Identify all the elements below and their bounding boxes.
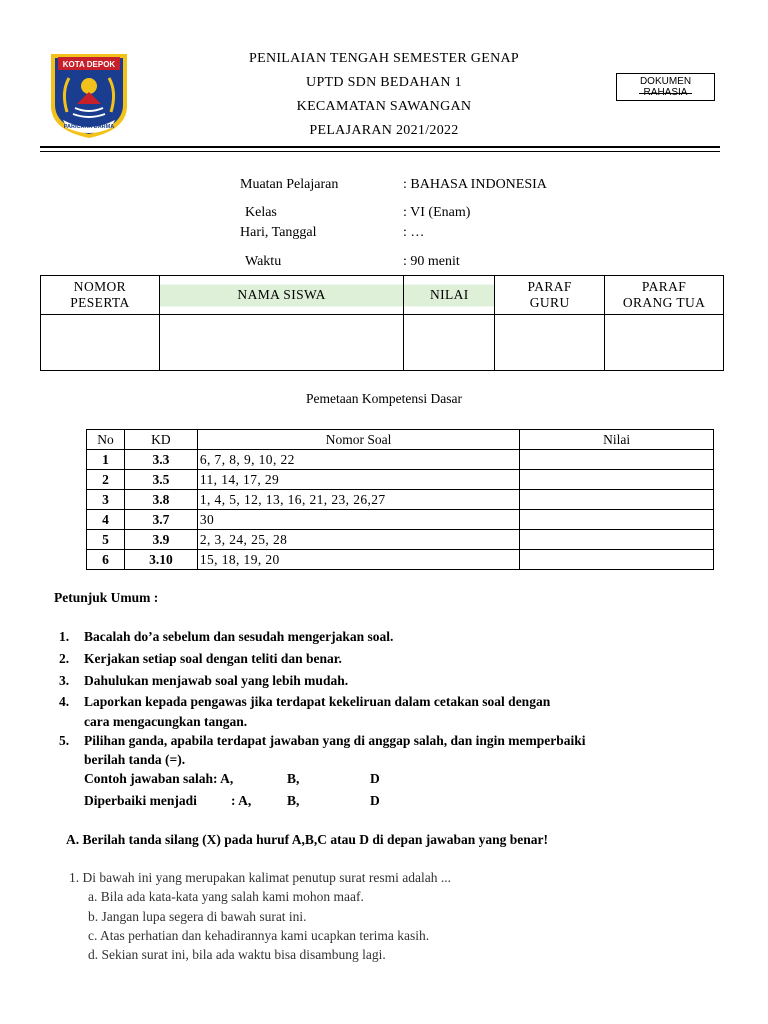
petunjuk-item-3: Dahulukan menjawab soal yang lebih mudah.	[84, 673, 349, 688]
header-line-3: KECAMATAN SAWANGAN	[296, 99, 472, 114]
kd-row-no: 3	[87, 490, 125, 510]
kd-row-nilai[interactable]	[520, 550, 714, 570]
kd-row-soal: 2, 3, 24, 25, 28	[197, 530, 519, 550]
contoh-b: B,	[287, 771, 300, 786]
header-paraf-orang-tua: PARAF ORANG TUA	[605, 276, 724, 315]
kd-section-title: Pemetaan Kompetensi Dasar	[306, 391, 462, 406]
kd-col-kd: KD	[124, 430, 197, 450]
kd-row-soal: 6, 7, 8, 9, 10, 22	[197, 450, 519, 470]
kd-row-no: 4	[87, 510, 125, 530]
kd-row-no: 2	[87, 470, 125, 490]
kd-row-nilai[interactable]	[520, 470, 714, 490]
perbaiki-a: : A,	[231, 793, 252, 808]
kd-row-no: 5	[87, 530, 125, 550]
header-line-1: PENILAIAN TENGAH SEMESTER GENAP	[249, 51, 519, 66]
section-a-instruction: A. Berilah tanda silang (X) pada huruf A,B,C atau D di depan jawaban yang benar!	[66, 832, 548, 847]
header-line-4: PELAJARAN 2021/2022	[309, 123, 459, 138]
petunjuk-num-5: 5.	[59, 733, 70, 748]
petunjuk-num-4: 4.	[59, 694, 70, 709]
kd-col-nilai: Nilai	[520, 430, 714, 450]
table-row	[87, 530, 714, 550]
kd-row-kd: 3.3	[124, 450, 197, 470]
cell-nilai[interactable]	[404, 315, 495, 371]
petunjuk-item-2: Kerjakan setiap soal dengan teliti dan benar.	[84, 651, 342, 666]
kd-row-soal: 1, 4, 5, 12, 13, 16, 21, 23, 26,27	[197, 490, 519, 510]
header-nomor-peserta: NOMOR PESERTA	[41, 276, 160, 315]
kd-row-kd: 3.8	[124, 490, 197, 510]
kd-row-no: 1	[87, 450, 125, 470]
table-row	[87, 450, 714, 470]
kd-row-soal: 11, 14, 17, 29	[197, 470, 519, 490]
info-label-muatan: Muatan Pelajaran	[240, 177, 339, 192]
kd-row-nilai[interactable]	[520, 450, 714, 470]
student-table	[40, 275, 724, 371]
kd-row-kd: 3.9	[124, 530, 197, 550]
petunjuk-item-4-cont: cara mengacungkan tangan.	[84, 714, 248, 729]
kd-row-kd: 3.7	[124, 510, 197, 530]
kd-row-soal: 30	[197, 510, 519, 530]
kd-row-nilai[interactable]	[520, 530, 714, 550]
petunjuk-num-2: 2.	[59, 651, 70, 666]
cell-nomor-peserta[interactable]	[41, 315, 160, 371]
petunjuk-item-1: Bacalah do’a sebelum dan sesudah mengerjakan soal.	[84, 629, 394, 644]
question-1-option-c[interactable]: c. Atas perhatian dan kehadirannya kami ucapkan terima kasih.	[88, 928, 430, 943]
header-paraf-guru: PARAF GURU	[495, 276, 605, 315]
question-1-text: 1. Di bawah ini yang merupakan kalimat penutup surat resmi adalah ...	[69, 870, 452, 885]
kd-row-kd: 3.5	[124, 470, 197, 490]
kd-row-nilai[interactable]	[520, 510, 714, 530]
table-row	[87, 550, 714, 570]
header-rule-thick	[40, 146, 720, 148]
petunjuk-item-5-cont: berilah tanda (=).	[84, 752, 186, 767]
petunjuk-num-1: 1.	[59, 629, 70, 644]
header-rule-thin	[40, 151, 720, 152]
table-row	[87, 510, 714, 530]
kd-row-soal: 15, 18, 19, 20	[197, 550, 519, 570]
question-1-option-d[interactable]: d. Sekian surat ini, bila ada waktu bisa disambung lagi.	[88, 947, 386, 962]
question-1-option-a[interactable]: a. Bila ada kata-kata yang salah kami mohon maaf.	[88, 889, 364, 904]
cell-nama-siswa[interactable]	[159, 315, 404, 371]
table-row	[87, 470, 714, 490]
kd-row-kd: 3.10	[124, 550, 197, 570]
kd-col-nomor-soal: Nomor Soal	[197, 430, 519, 450]
petunjuk-item-5: Pilihan ganda, apabila terdapat jawaban yang di anggap salah, dan ingin memperbaiki	[84, 733, 586, 748]
perbaiki-d: D	[370, 793, 380, 808]
header-nama-siswa: NAMA SISWA	[159, 276, 404, 315]
cell-paraf-guru[interactable]	[495, 315, 605, 371]
logo-top-text: KOTA DEPOK	[62, 60, 116, 69]
kd-row-no: 6	[87, 550, 125, 570]
petunjuk-item-4: Laporkan kepada pengawas jika terdapat kekeliruan dalam cetakan soal dengan	[84, 694, 551, 709]
table-row	[87, 490, 714, 510]
petunjuk-title: Petunjuk Umum :	[54, 590, 159, 605]
dokumen-rahasia-label: DOKUMEN RAHASIA	[639, 76, 692, 98]
kd-table	[86, 429, 714, 570]
contoh-d: D	[370, 771, 380, 786]
kd-col-no: No	[87, 430, 125, 450]
cell-paraf-orang-tua[interactable]	[605, 315, 724, 371]
perbaiki-label: Diperbaiki menjadi	[84, 793, 197, 808]
question-1-option-b[interactable]: b. Jangan lupa segera di bawah surat ini.	[88, 909, 307, 924]
info-value-muatan: : BAHASA INDONESIA	[403, 177, 547, 192]
info-label-kelas: Kelas	[245, 205, 277, 220]
logo-bottom-text: PARICARA DARMA	[63, 124, 115, 130]
header-nilai: NILAI	[404, 276, 495, 315]
contoh-label: Contoh jawaban salah: A,	[84, 771, 234, 786]
info-value-kelas: : VI (Enam)	[403, 205, 471, 220]
info-label-hari: Hari, Tanggal	[240, 225, 317, 240]
dokumen-rahasia-box	[616, 73, 715, 101]
info-value-hari: : …	[403, 225, 425, 240]
header-line-2: UPTD SDN BEDAHAN 1	[306, 75, 462, 90]
info-value-waktu: : 90 menit	[403, 254, 460, 269]
info-label-waktu: Waktu	[245, 254, 282, 269]
kd-row-nilai[interactable]	[520, 490, 714, 510]
petunjuk-num-3: 3.	[59, 673, 70, 688]
perbaiki-b: B,	[287, 793, 300, 808]
